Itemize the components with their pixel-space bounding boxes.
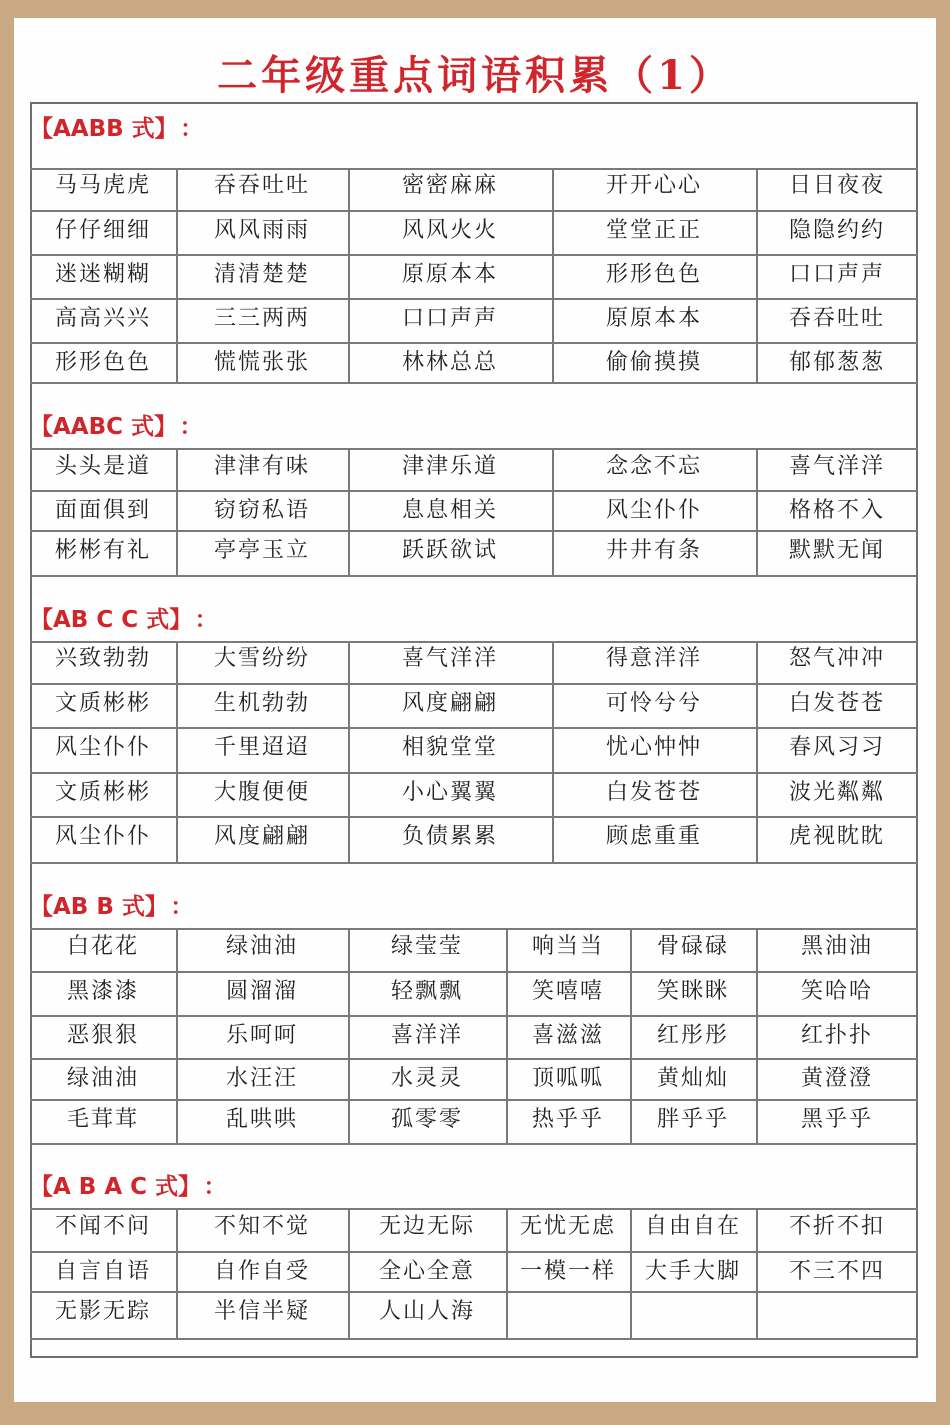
word-cell: 虎视眈眈 [788, 824, 885, 849]
word-cell: 无影无踪 [54, 1299, 151, 1324]
word-cell: 生机勃勃 [213, 691, 310, 716]
word-cell: 一模一样 [519, 1259, 616, 1284]
section-bottom-rule-abb [30, 1143, 918, 1145]
word-cell: 迷迷糊糊 [54, 262, 151, 287]
row-rule [30, 1291, 918, 1293]
section-header-aabb [30, 110, 203, 143]
word-cell: 无边无际 [378, 1214, 475, 1239]
section-colon-abcc: ： [194, 607, 218, 633]
word-cell: 马马虎虎 [54, 173, 151, 198]
word-cell: 相貌堂堂 [401, 735, 498, 760]
row-rule [30, 971, 918, 973]
word-cell: 笑嘻嘻 [531, 979, 604, 1004]
section-colon-abac: ： [203, 1174, 227, 1200]
word-cell: 大手大脚 [644, 1259, 741, 1284]
word-cell: 热乎乎 [531, 1107, 604, 1132]
section-bottom-rule-abcc [30, 862, 918, 864]
row-rule [30, 1015, 918, 1017]
section-header-abac [30, 1168, 227, 1201]
word-cell: 风尘仆仆 [54, 824, 151, 849]
word-cell: 津津乐道 [401, 454, 498, 479]
word-cell: 清清楚楚 [213, 262, 310, 287]
word-cell: 文质彬彬 [54, 691, 151, 716]
word-cell [630, 1300, 756, 1324]
word-cell: 半信半疑 [213, 1299, 310, 1324]
word-cell: 人山人海 [378, 1299, 475, 1324]
word-cell: 春风习习 [788, 735, 885, 760]
word-cell: 高高兴兴 [54, 306, 151, 331]
row-rule [30, 683, 918, 685]
section-header-aabc [30, 408, 203, 441]
row-rule [30, 530, 918, 532]
word-cell: 吞吞吐吐 [788, 306, 885, 331]
section-rule-abac [30, 1208, 918, 1210]
word-cell: 可怜兮兮 [605, 691, 702, 716]
word-cell: 黄澄澄 [800, 1066, 873, 1091]
word-cell: 开开心心 [605, 173, 702, 198]
word-cell: 日日夜夜 [788, 173, 885, 198]
row-rule [30, 210, 918, 212]
word-cell: 默默无闻 [788, 538, 885, 563]
word-cell: 小心翼翼 [401, 780, 498, 805]
word-cell: 形形色色 [54, 350, 151, 375]
row-rule [30, 772, 918, 774]
word-cell: 吞吞吐吐 [213, 173, 310, 198]
word-cell: 慌慌张张 [213, 350, 310, 375]
row-rule [30, 1251, 918, 1253]
section-bottom-rule-abac [30, 1338, 918, 1340]
word-cell: 密密麻麻 [401, 173, 498, 198]
word-cell [506, 1300, 630, 1324]
word-cell: 形形色色 [605, 262, 702, 287]
word-cell: 喜气洋洋 [401, 646, 498, 671]
word-cell: 负债累累 [401, 824, 498, 849]
word-cell: 大腹便便 [213, 780, 310, 805]
word-cell: 得意洋洋 [605, 646, 702, 671]
word-cell: 林林总总 [401, 350, 498, 375]
row-rule [30, 254, 918, 256]
word-cell: 绿莹莹 [390, 934, 463, 959]
section-label-aabb: 【AABB 式】 [30, 116, 167, 142]
word-cell: 黑乎乎 [800, 1107, 873, 1132]
word-cell: 忧心忡忡 [605, 735, 702, 760]
word-cell: 白发苍苍 [788, 691, 885, 716]
word-cell: 胖乎乎 [656, 1107, 729, 1132]
section-label-aabc: 【AABC 式】 [30, 414, 166, 440]
section-header-abcc [30, 601, 218, 634]
word-cell: 面面俱到 [54, 498, 151, 523]
section-bottom-rule-aabb [30, 382, 918, 384]
word-cell: 笑哈哈 [800, 979, 873, 1004]
row-rule [30, 727, 918, 729]
word-cell: 红彤彤 [656, 1023, 729, 1048]
word-cell: 郁郁葱葱 [788, 350, 885, 375]
word-cell: 全心全意 [378, 1259, 475, 1284]
word-cell: 白发苍苍 [605, 780, 702, 805]
worksheet-page [14, 18, 936, 1402]
word-cell: 水汪汪 [225, 1066, 298, 1091]
word-cell: 偷偷摸摸 [605, 350, 702, 375]
word-cell: 绿油油 [225, 934, 298, 959]
word-cell: 头头是道 [54, 454, 151, 479]
word-cell: 念念不忘 [605, 454, 702, 479]
word-cell [756, 1300, 918, 1324]
row-rule [30, 342, 918, 344]
word-cell: 风风火火 [401, 218, 498, 243]
word-cell: 无忧无虑 [519, 1214, 616, 1239]
word-cell: 绿油油 [66, 1066, 139, 1091]
word-cell: 风尘仆仆 [605, 498, 702, 523]
word-cell: 原原本本 [401, 262, 498, 287]
section-rule-abcc [30, 641, 918, 643]
row-rule [30, 816, 918, 818]
section-bottom-rule-aabc [30, 575, 918, 577]
section-label-abac: 【A B A C 式】 [30, 1174, 190, 1200]
word-cell: 三三两两 [213, 306, 310, 331]
word-cell: 顶呱呱 [531, 1066, 604, 1091]
word-cell: 笑眯眯 [656, 979, 729, 1004]
section-colon-aabc: ： [179, 414, 203, 440]
word-cell: 自言自语 [54, 1259, 151, 1284]
section-label-abb: 【AB B 式】 [30, 894, 157, 920]
word-cell: 息息相关 [401, 498, 498, 523]
word-cell: 亭亭玉立 [213, 538, 310, 563]
section-label-abcc: 【AB C C 式】 [30, 607, 181, 633]
word-cell: 喜气洋洋 [788, 454, 885, 479]
row-rule [30, 490, 918, 492]
word-cell: 喜滋滋 [531, 1023, 604, 1048]
page-title: 二年级重点词语积累（1） [217, 52, 733, 99]
word-cell: 乐呵呵 [225, 1023, 298, 1048]
word-cell: 堂堂正正 [605, 218, 702, 243]
word-cell: 白花花 [66, 934, 139, 959]
section-rule-aabc [30, 448, 918, 450]
word-cell: 大雪纷纷 [213, 646, 310, 671]
section-header-abb [30, 888, 193, 921]
word-cell: 原原本本 [605, 306, 702, 331]
word-cell: 怒气冲冲 [788, 646, 885, 671]
word-cell: 口口声声 [401, 306, 498, 331]
word-cell: 黄灿灿 [656, 1066, 729, 1091]
word-cell: 红扑扑 [800, 1023, 873, 1048]
word-cell: 孤零零 [390, 1107, 463, 1132]
word-cell: 口口声声 [788, 262, 885, 287]
word-cell: 风度翩翩 [401, 691, 498, 716]
section-rule-aabb [30, 168, 918, 170]
word-cell: 恶狠狠 [66, 1023, 139, 1048]
word-cell: 隐隐约约 [788, 218, 885, 243]
row-rule [30, 1058, 918, 1060]
word-cell: 兴致勃勃 [54, 646, 151, 671]
word-cell: 毛茸茸 [66, 1107, 139, 1132]
word-cell: 井井有条 [605, 538, 702, 563]
row-rule [30, 298, 918, 300]
word-cell: 风度翩翩 [213, 824, 310, 849]
word-cell: 黑漆漆 [66, 979, 139, 1004]
word-cell: 波光粼粼 [788, 780, 885, 805]
word-cell: 风尘仆仆 [54, 735, 151, 760]
word-cell: 格格不入 [788, 498, 885, 523]
word-cell: 黑油油 [800, 934, 873, 959]
row-rule [30, 1099, 918, 1101]
word-cell: 不折不扣 [788, 1214, 885, 1239]
section-rule-abb [30, 928, 918, 930]
word-cell: 彬彬有礼 [54, 538, 151, 563]
word-cell: 自作自受 [213, 1259, 310, 1284]
word-cell: 不三不四 [788, 1259, 885, 1284]
word-cell: 跃跃欲试 [401, 538, 498, 563]
word-cell: 风风雨雨 [213, 218, 310, 243]
section-colon-abb: ： [170, 894, 194, 920]
word-cell: 响当当 [531, 934, 604, 959]
word-cell: 轻飘飘 [390, 979, 463, 1004]
word-cell: 津津有味 [213, 454, 310, 479]
word-cell: 圆溜溜 [225, 979, 298, 1004]
word-cell: 顾虑重重 [605, 824, 702, 849]
section-colon-aabb: ： [180, 116, 204, 142]
word-cell: 喜洋洋 [390, 1023, 463, 1048]
word-cell: 不知不觉 [213, 1214, 310, 1239]
word-cell: 窃窃私语 [213, 498, 310, 523]
word-cell: 水灵灵 [390, 1066, 463, 1091]
word-cell: 仔仔细细 [54, 218, 151, 243]
word-cell: 自由自在 [644, 1214, 741, 1239]
word-cell: 文质彬彬 [54, 780, 151, 805]
word-cell: 乱哄哄 [225, 1107, 298, 1132]
word-cell: 骨碌碌 [656, 934, 729, 959]
word-cell: 不闻不问 [54, 1214, 151, 1239]
word-cell: 千里迢迢 [213, 735, 310, 760]
